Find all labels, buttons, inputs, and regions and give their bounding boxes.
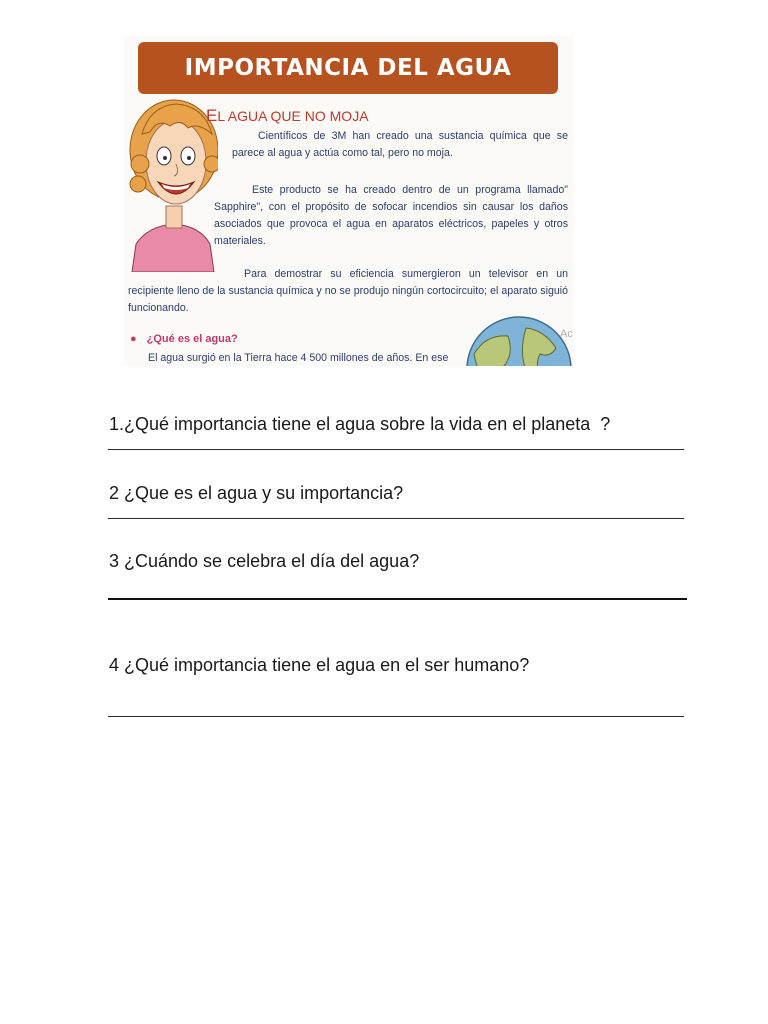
clipping-bullet-heading: ● ¿Qué es el agua?: [130, 333, 238, 345]
clipping-paragraph-3: Para demostrar su eficiencia sumergieron un televisor en un recipiente lleno de la sustancia química y no se produjo ningún cortocircuito; el aparato siguió funcionando.: [128, 268, 568, 314]
answer-line-4[interactable]: [108, 716, 684, 717]
bullet-dot-icon: ●: [130, 333, 137, 345]
textbook-clipping: [124, 36, 574, 366]
answer-line-3[interactable]: [108, 598, 687, 600]
clipping-title: IMPORTANCIA DEL AGUA: [184, 55, 512, 81]
question-1: 1.¿Qué importancia tiene el agua sobre la vida en el planeta ?: [109, 414, 611, 434]
clipping-title-banner: [138, 42, 558, 94]
question-2: 2 ¿Que es el agua y su importancia?: [109, 483, 404, 503]
clipping-corner-text: Ac: [560, 328, 573, 340]
question-4: 4 ¿Qué importancia tiene el agua en el ser humano?: [109, 655, 530, 675]
clipping-subtitle: EL AGUA QUE NO MOJA: [206, 106, 369, 125]
answer-line-2[interactable]: [108, 518, 684, 519]
clipping-bullet-text: El agua surgió en la Tierra hace 4 500 millones de años. En ese: [148, 352, 449, 364]
answer-line-1[interactable]: [108, 449, 684, 450]
clipping-paragraph-1: Científicos de 3M han creado una sustancia química que se parece al agua y actúa como tal, pero no moja.: [232, 130, 568, 159]
cartoon-girl-illustration: [128, 94, 218, 272]
clipping-paragraph-2: Este producto se ha creado dentro de un programa llamado" Sapphire", con el propósito de sofocar incendios sin causar los daños asociados que provoca el agua en aparatos eléctricos, papeles y otros materiales.: [214, 184, 568, 247]
question-3: 3 ¿Cuándo se celebra el día del agua?: [109, 551, 420, 571]
globe-illustration: [464, 314, 574, 366]
